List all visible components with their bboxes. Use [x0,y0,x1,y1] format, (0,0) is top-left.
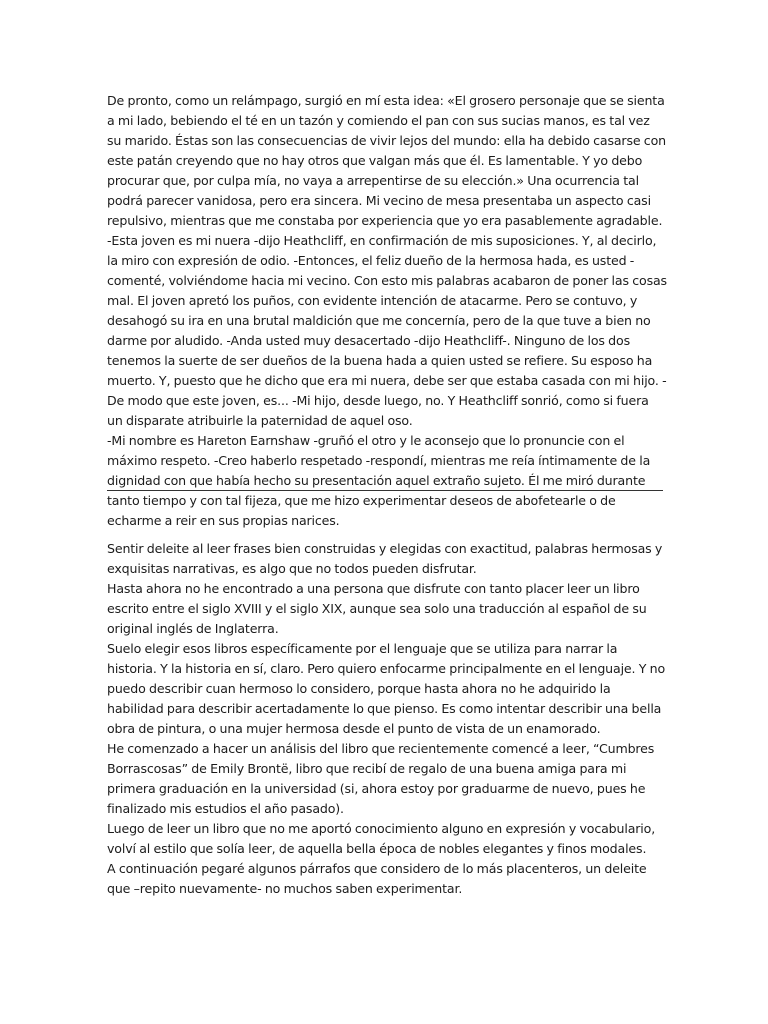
commentary-section [107,539,667,899]
paragraph: He comenzado a hacer un análisis del libro que recientemente comencé a leer, “Cumbres Borrascosas” de Emily Brontë, libro que recibí de regalo de una buena amiga para mi primera graduación en la universidad (si, ahora estoy por graduarme de nuevo, pues he finalizado mis estudios el año pasado). [107,741,655,816]
paragraph: Sentir deleite al leer frases bien construidas y elegidas con exactitud, palabras hermosas y exquisitas narrativas, es algo que no todos pueden disfrutar. [107,541,663,576]
paragraph: -Mi nombre es Hareton Earnshaw -gruñó el otro y le aconsejo que lo pronuncie con el máximo respeto. -Creo haberlo respetado -respondí, mientras me reía íntimamente de la dignidad con que había hecho su presentación aquel extraño sujeto. Él me miró durante tanto tiempo y con tal fijeza, que me hizo experimentar deseos de abofetearle o de echarme a reir en sus propias narices. [107,433,651,528]
paragraph: De pronto, como un relámpago, surgió en mí esta idea: «El grosero personaje que se sienta a mi lado, bebiendo el té en un tazón y comiendo el pan con sus sucias manos, es tal vez su marido. Éstas son las consecuencias de vivir lejos del mundo: ella ha debido casarse con este patán creyendo que no hay otros que valgan más que él. Es lamentable. Y yo debo procurar que, por culpa mía, no vaya a arrepentirse de su elección.» Una ocurrencia tal podrá parecer vanidosa, pero era sincera. Mi vecino de mesa presentaba un aspecto casi repulsivo, mientras que me constaba por experiencia que yo era pasablemente agradable. [107,93,666,228]
paragraph: Suelo elegir esos libros específicamente por el lenguaje que se utiliza para narrar la historia. Y la historia en sí, claro. Pero quiero enfocarme principalmente en el lenguaje. Y no puedo describir cuan hermoso lo considero, porque hasta ahora no he adquirido la habilidad para describir acertadamente lo que pienso. Es como intentar describir una bella obra de pintura, o una mujer hermosa desde el punto de vista de un enamorado. [107,641,665,736]
quoted-excerpt [107,91,667,531]
paragraph: -Esta joven es mi nuera -dijo Heathcliff, en confirmación de mis suposiciones. Y, al decirlo, la miro con expresión de odio. -Entonces, el feliz dueño de la hermosa hada, es usted -comenté, volviéndome hacia mi vecino. Con esto mis palabras acabaron de poner las cosas mal. El joven apretó los puños, con evidente intención de atacarme. Pero se contuvo, y desahogó su ira en una brutal maldición que me concernía, pero de la que tuve a bien no darme por aludido. -Anda usted muy desacertado -dijo Heathcliff-. Ninguno de los dos tenemos la suerte de ser dueños de la buena hada a quien usted se refiere. Su esposo ha muerto. Y, puesto que he dicho que era mi nuera, debe ser que estaba casada con mi hijo. -De modo que este joven, es... -Mi hijo, desde luego, no. Y Heathcliff sonrió, como si fuera un disparate atribuirle la paternidad de aquel oso. [107,233,667,428]
paragraph: Hasta ahora no he encontrado a una persona que disfrute con tanto placer leer un libro escrito entre el siglo XVIII y el siglo XIX, aunque sea solo una traducción al español de su original inglés de Inglaterra. [107,581,647,636]
section-divider [107,490,663,491]
paragraph: Luego de leer un libro que no me aportó conocimiento alguno en expresión y vocabulario, volví al estilo que solía leer, de aquella bella época de nobles elegantes y finos modales. [107,821,656,856]
paragraph: A continuación pegaré algunos párrafos que considero de lo más placenteros, un deleite que –repito nuevamente- no muchos saben experimentar. [107,861,647,896]
